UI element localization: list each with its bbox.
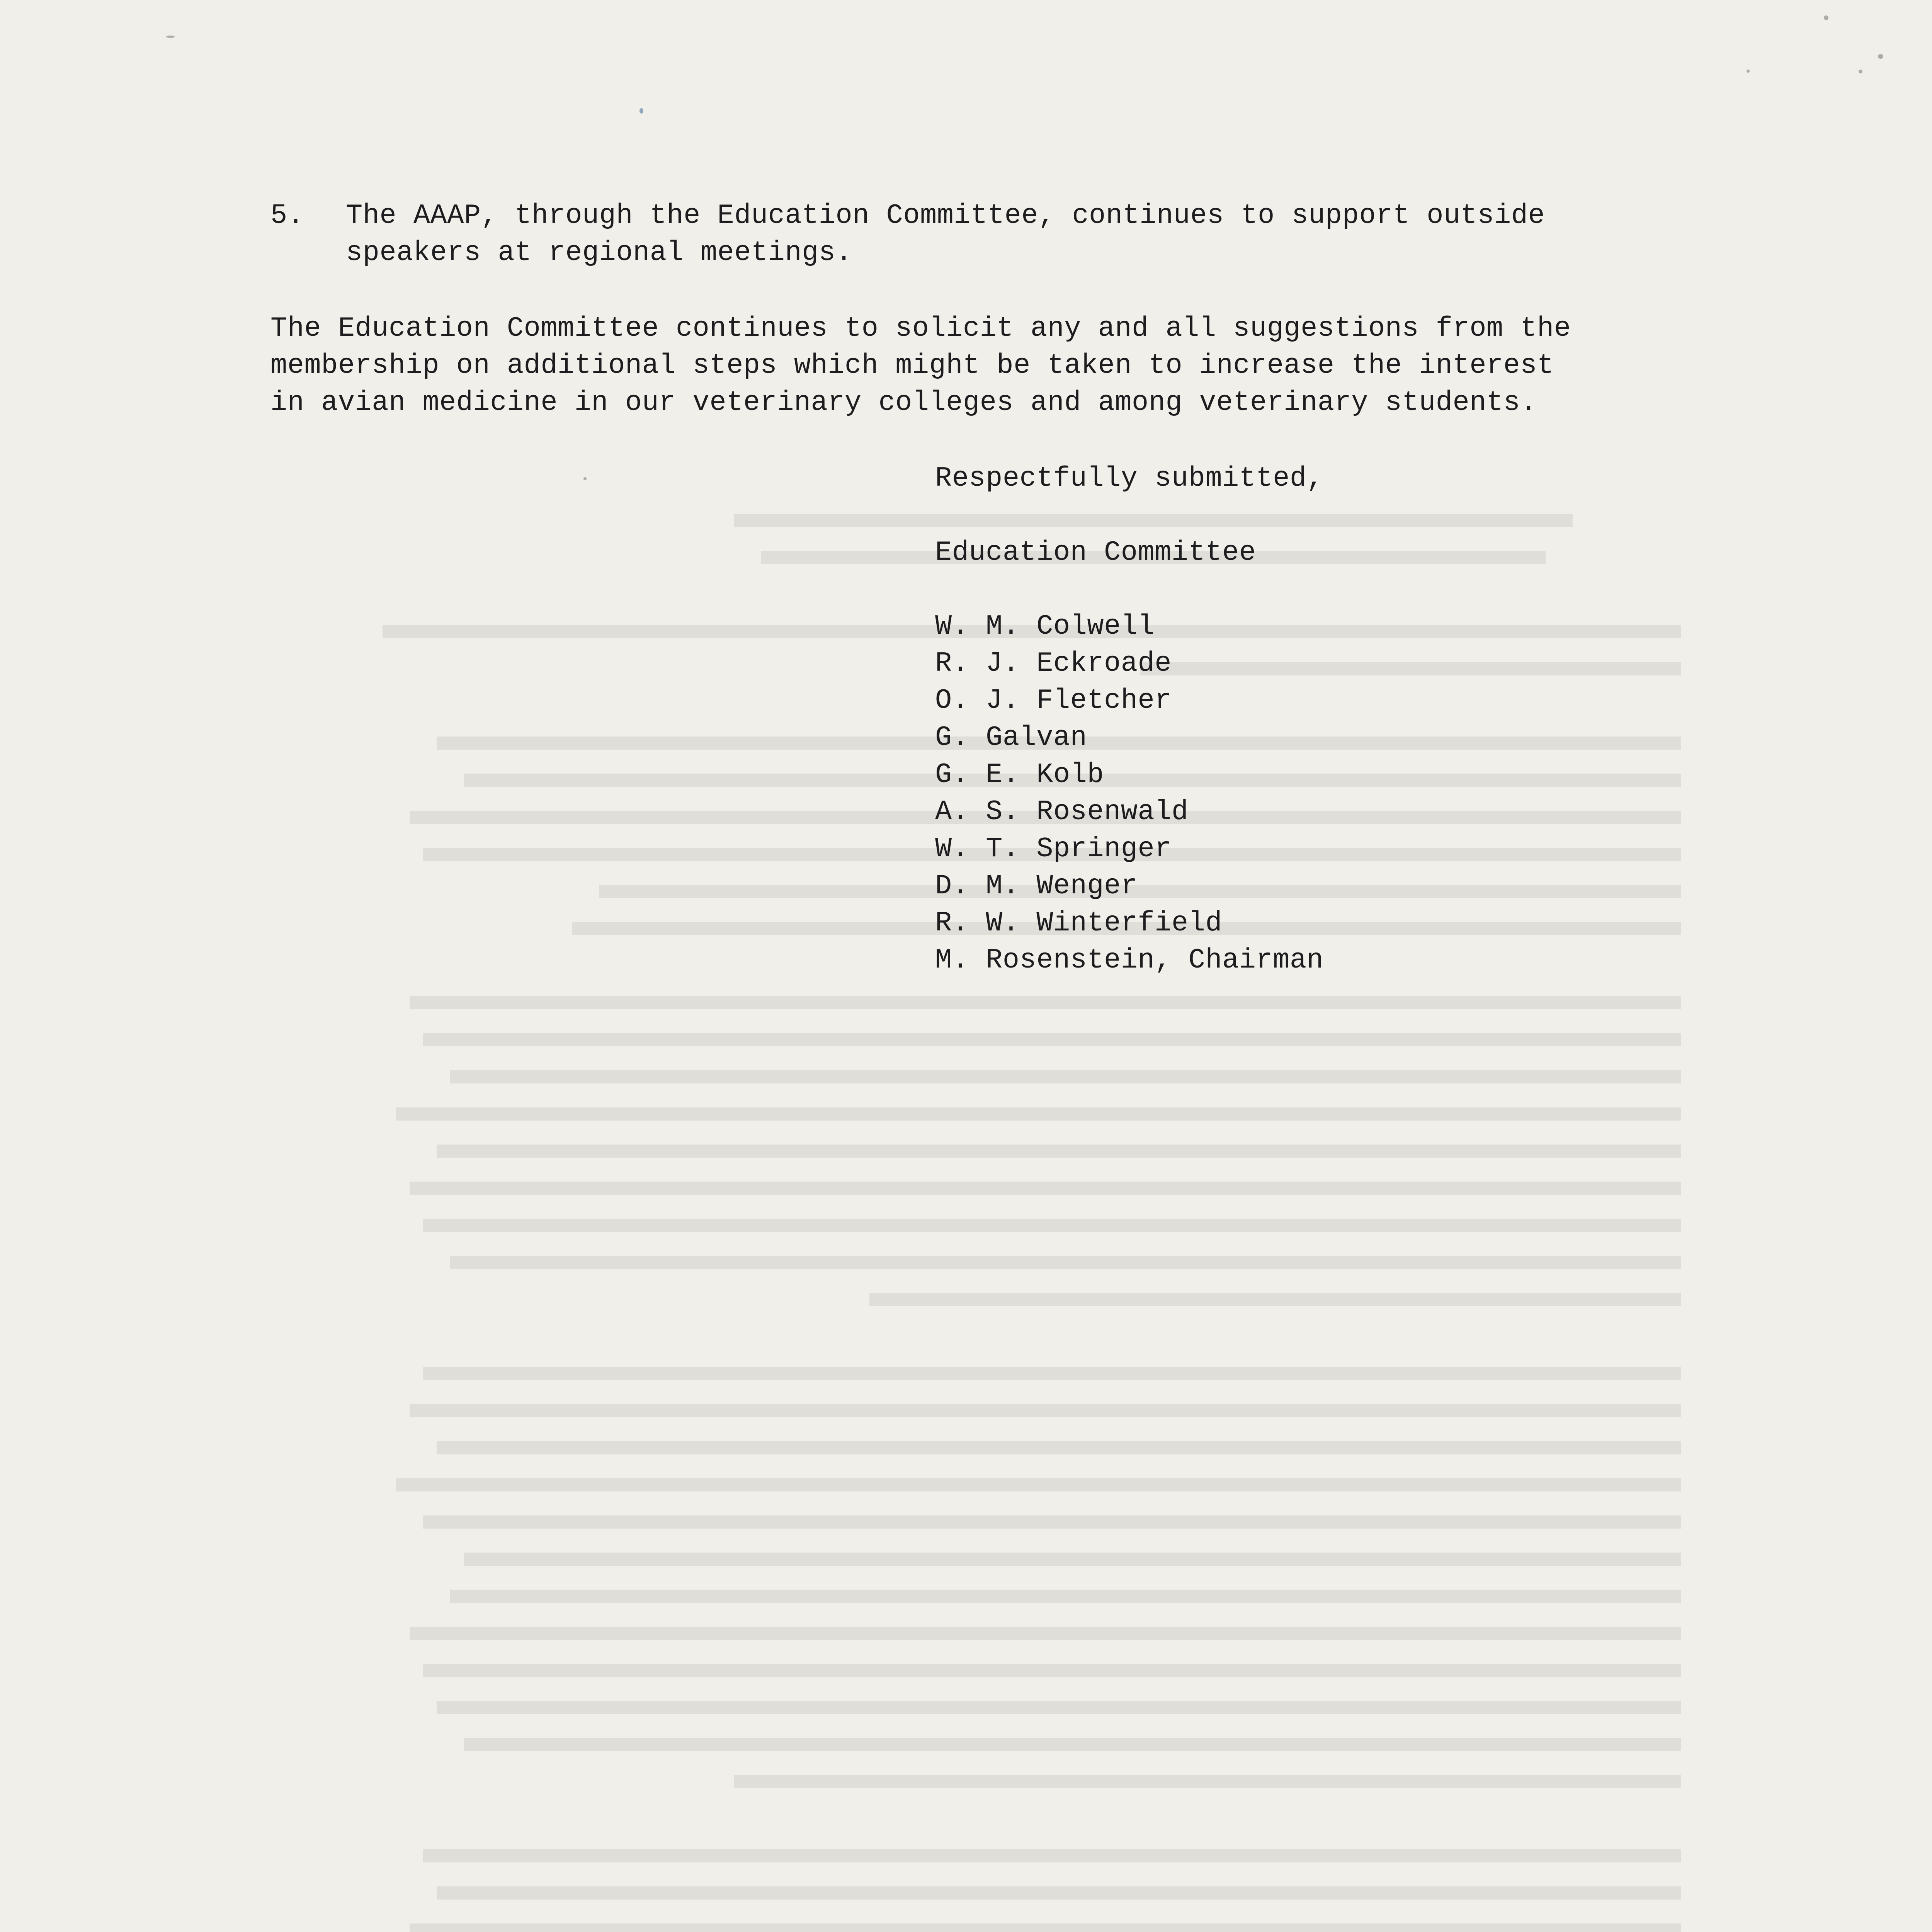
member-name: W. T. Springer bbox=[935, 833, 1172, 865]
body-paragraph bbox=[270, 310, 1571, 421]
paper-speck bbox=[1859, 70, 1862, 73]
member-name: D. M. Wenger bbox=[935, 870, 1138, 902]
text-line: The Education Committee continues to solicit any and all suggestions from the bbox=[270, 313, 1571, 344]
member-name-chairman: M. Rosenstein, Chairman bbox=[935, 944, 1324, 976]
paper-speck bbox=[1747, 70, 1750, 73]
text-line: in avian medicine in our veterinary colleges and among veterinary students. bbox=[270, 387, 1537, 418]
paper-speck bbox=[583, 477, 587, 480]
text-line: The AAAP, through the Education Committee, continues to support outside bbox=[346, 200, 1545, 231]
member-name: G. E. Kolb bbox=[935, 759, 1104, 791]
paper-speck bbox=[166, 36, 175, 38]
member-name: R. J. Eckroade bbox=[935, 648, 1172, 679]
list-item-number: 5. bbox=[270, 200, 304, 231]
text-line: speakers at regional meetings. bbox=[346, 237, 853, 269]
member-name: A. S. Rosenwald bbox=[935, 796, 1189, 828]
member-name: R. W. Winterfield bbox=[935, 907, 1223, 939]
paper-speck bbox=[1878, 54, 1883, 59]
text-line: membership on additional steps which might be taken to increase the interest bbox=[270, 350, 1554, 381]
committee-member-list bbox=[935, 608, 1323, 979]
list-item-text bbox=[346, 197, 1545, 271]
paper-speck bbox=[1824, 15, 1828, 20]
committee-name: Education Committee bbox=[935, 537, 1256, 568]
member-name: W. M. Colwell bbox=[935, 611, 1155, 642]
member-name: G. Galvan bbox=[935, 722, 1087, 753]
closing-line: Respectfully submitted, bbox=[935, 463, 1324, 494]
paper-speck bbox=[639, 108, 643, 114]
member-name: O. J. Fletcher bbox=[935, 685, 1172, 716]
